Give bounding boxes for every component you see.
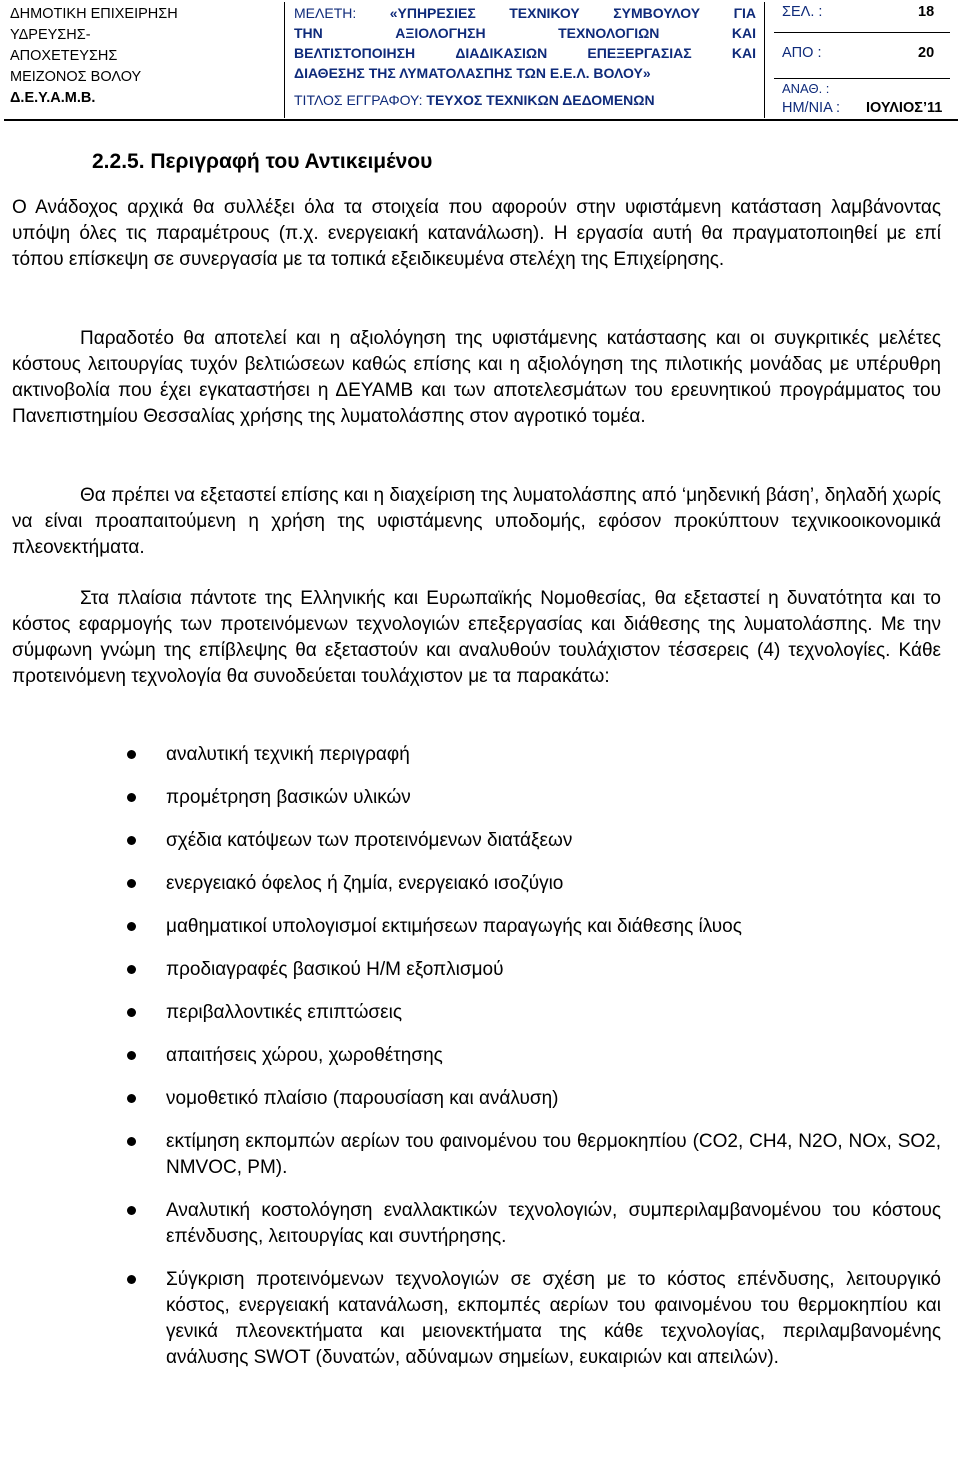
bullet-icon [127,1275,136,1284]
study-block [288,2,762,118]
bullet-icon [127,879,136,888]
requirements-list [12,742,941,1371]
header-divider [284,2,285,118]
meta-separator [774,78,950,79]
list-item-text: ενεργειακό όφελος ή ζημία, ενεργειακό ισοζύγιο [166,873,564,894]
revision-row [782,81,952,96]
paragraph-text: Ο Ανάδοχος αρχικά θα συλλέξει όλα τα στοιχεία που αφορούν στην υφιστάμενη κατάσταση λαμβάνοντας υπόψη όλες τις παραμέτρους (π.χ. ενεργειακή κατανάλωση). Η εργασία αυτή θα πραγματοποιηθεί με επί τόπου επίσκεψη σε συνεργασία με τα τοπικά εξειδικευμένα στελέχη της Επιχείρησης. [12,197,941,270]
date-row [782,100,952,116]
org-line: ΑΠΟΧΕΤΕΥΣΗΣ [10,48,118,64]
study-title-word: ΒΕΛΤΙΣΤΟΠΟΙΗΣΗ [294,45,416,61]
page-meta-block [768,2,958,118]
list-item [12,914,941,940]
header-bottom-rule [4,119,958,121]
list-item-text: προδιαγραφές βασικού Η/Μ εξοπλισμού [166,959,504,980]
bullet-icon [127,836,136,845]
page-number-row [782,4,952,20]
org-line: ΜΕΙΖΟΝΟΣ ΒΟΛΟΥ [10,69,142,85]
study-title-word: ΤΕΧΝΟΛΟΓΙΩΝ [558,25,660,41]
of-value: 20 [918,45,935,61]
list-item-text: προμέτρηση βασικών υλικών [166,787,411,808]
list-item [12,1198,941,1250]
list-item [12,828,941,854]
list-item-text: αναλυτική τεχνική περιγραφή [166,744,410,765]
study-title-word: ΕΠΕΞΕΡΓΑΣΙΑΣ [587,45,692,61]
page-count-row [782,45,952,61]
study-title-word: ΓΙΑ [733,5,756,21]
study-title-word: ΔΙΑΔΙΚΑΣΙΩΝ [455,45,548,61]
paragraph-text: Θα πρέπει να εξεταστεί επίσης και η διαχείριση της λυματολάσπης από ‘μηδενική βάση’, δηλαδή χωρίς να είναι προαπαιτούμενη η χρήση της υφιστάμενης υποδομής, εφόσον προκύπτουν τεχνικοοικονομικά πλεονεκτήματα. [12,485,941,558]
org-line: ΔΗΜΟΤΙΚΗ ΕΠΙΧΕΙΡΗΣΗ [10,6,178,22]
document-title-label: ΤΙΤΛΟΣ ΕΓΓΡΑΦΟΥ: [294,92,423,108]
bullet-icon [127,1137,136,1146]
list-item-text: εκτίμηση εκπομπών αερίων του φαινομένου του θερμοκηπίου (CO2, CH4, N2O, NOx, SO2, NMVOC, PM). [166,1131,941,1178]
study-title-line-2 [294,23,756,43]
paragraph [12,483,941,561]
list-item [12,957,941,983]
study-title-word: ΚΑΙ [731,25,756,41]
list-item [12,1129,941,1181]
list-item-text: σχέδια κατόψεων των προτεινόμενων διατάξεων [166,830,573,851]
study-title-word: ΤΕΧΝΙΚΟΥ [509,5,580,21]
document-title-value: ΤΕΥΧΟΣ ΤΕΧΝΙΚΩΝ ΔΕΔΟΜΕΝΩΝ [426,92,655,108]
bullet-icon [127,922,136,931]
list-item [12,871,941,897]
revision-label: ΑΝΑΘ. : [782,81,830,96]
list-item-text: Σύγκριση προτεινόμενων τεχνολογιών σε σχέση με το κόστος επένδυσης, λειτουργικό κόστος, ενεργειακή κατανάλωση, εκπομπές αερίων του φαινομένου του θερμοκηπίου και γενικά πλεονεκτήματα και μειονεκτήματα της κάθε τεχνολογίας, περιλαμβανομένης ανάλυσης SWOT (δυνατών, αδύναμων σημείων, ευκαιριών και απειλών). [166,1269,941,1368]
list-item-text: νομοθετικό πλαίσιο (παρουσίαση και ανάλυση) [166,1088,559,1109]
paragraph [12,195,941,273]
list-item [12,785,941,811]
study-title-word: ΔΙΑΘΕΣΗΣ ΤΗΣ ΛΥΜΑΤΟΛΑΣΠΗΣ ΤΩΝ Ε.Ε.Λ. ΒΟΛΟΥ» [294,65,651,81]
bullet-icon [127,965,136,974]
study-title-line-3 [294,43,756,63]
document-title [294,92,655,108]
bullet-icon [127,1206,136,1215]
study-title-line-4 [294,63,756,83]
section-heading: 2.2.5. Περιγραφή του Αντικειμένου [92,150,433,173]
organization-block [4,2,282,118]
document-header [4,2,958,118]
study-title-word: ΑΞΙΟΛΟΓΗΣΗ [395,25,486,41]
paragraph [12,586,941,690]
org-abbreviation: Δ.Ε.Υ.Α.Μ.Β. [10,90,96,106]
list-item-text: απαιτήσεις χώρου, χωροθέτησης [166,1045,443,1066]
bullet-icon [127,1008,136,1017]
date-label: ΗΜ/ΝΙΑ : [782,100,841,116]
page-value: 18 [918,4,935,20]
study-title-word: ΤΗΝ [294,25,323,41]
list-item-text: περιβαλλοντικές επιπτώσεις [166,1002,402,1023]
study-title-word: «ΥΠΗΡΕΣΙΕΣ [389,5,476,21]
bullet-icon [127,750,136,759]
bullet-icon [127,1051,136,1060]
study-title-word: ΣΥΜΒΟΥΛΟΥ [613,5,701,21]
list-item [12,1267,941,1371]
header-divider [764,2,765,118]
list-item [12,1043,941,1069]
org-line: ΥΔΡΕΥΣΗΣ- [10,27,91,43]
of-label: ΑΠΟ : [782,45,822,61]
meta-separator [774,32,950,33]
study-title-line-1 [294,3,756,23]
list-item [12,742,941,768]
date-value: ΙΟΥΛΙΟΣ’11 [866,100,943,116]
list-item [12,1086,941,1112]
paragraph-text: Παραδοτέο θα αποτελεί και η αξιολόγηση της υφιστάμενης κατάστασης και οι συγκριτικές μελέτες κόστους λειτουργίας τυχόν βελτιώσεων καθώς επίσης και η αξιολόγηση της πιλοτικής μονάδας με υπέρυθρη ακτινοβολία που έχει εγκαταστήσει η ΔΕΥΑΜΒ και των αποτελεσμάτων του ερευνητικού προγράμματος του Πανεπιστημίου Θεσσαλίας χρήσης της λυματολάσπης στον αγροτικό τομέα. [12,328,941,427]
study-title-word: ΚΑΙ [731,45,756,61]
list-item-text: μαθηματικοί υπολογισμοί εκτιμήσεων παραγωγής και διάθεσης ίλυος [166,916,742,937]
list-item [12,1000,941,1026]
bullet-icon [127,1094,136,1103]
paragraph-text: Στα πλαίσια πάντοτε της Ελληνικής και Ευρωπαϊκής Νομοθεσίας, θα εξεταστεί η δυνατότητα και το κόστος εφαρμογής των προτεινόμενων τεχνολογιών επεξεργασίας και διάθεσης της λυματολάσπης. Με την σύμφωνη γνώμη της επίβλεψης θα εξεταστούν και αναλυθούν τουλάχιστον τέσσερεις (4) τεχνολογίες. Κάθε προτεινόμενη τεχνολογία θα συνοδεύεται τουλάχιστον με τα παρακάτω: [12,588,941,687]
list-item-text: Αναλυτική κοστολόγηση εναλλακτικών τεχνολογιών, συμπεριλαμβανομένου του κόστους επένδυσης, λειτουργίας και συντήρησης. [166,1200,941,1247]
bullet-icon [127,793,136,802]
study-label: ΜΕΛΕΤΗ: [294,5,357,21]
page-label: ΣΕΛ. : [782,4,823,20]
paragraph [12,326,941,430]
